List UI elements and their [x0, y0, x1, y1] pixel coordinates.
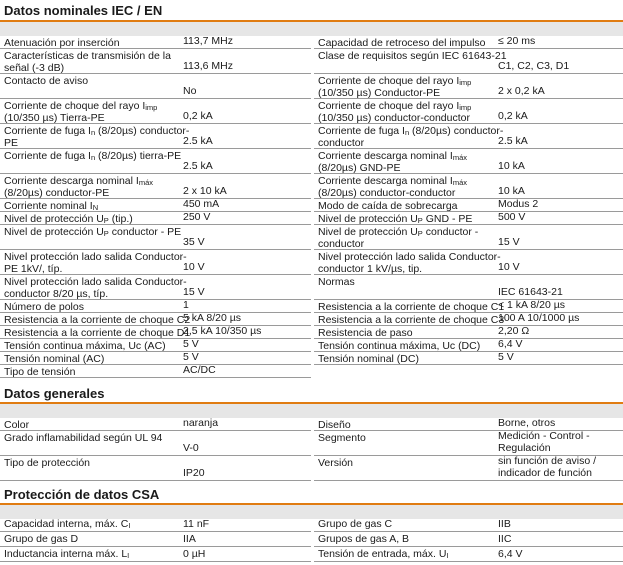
- spec-row: [0, 225, 311, 250]
- spec-row: [314, 456, 623, 481]
- spec-row: [314, 431, 623, 456]
- spec-row: [0, 250, 311, 275]
- spec-label: Corriente de choque del rayo $I_{imp}$ (10/350 µs) conductor-conductor: [318, 100, 472, 124]
- spec-value: 100 A 10/1000 µs: [498, 312, 580, 324]
- spec-row: [0, 418, 311, 431]
- spec-value: < 1 kA 8/20 µs: [498, 299, 566, 311]
- spec-value: 5 V: [183, 351, 199, 363]
- section-title-general: Datos generales: [4, 386, 105, 401]
- spec-label: Corriente descarga nominal $I_{máx}$ (8/20µs) GND-PE: [318, 150, 467, 174]
- spec-value: 5 kA 8/20 µs: [183, 312, 242, 324]
- spec-row: [0, 300, 311, 313]
- spec-row: [314, 250, 623, 275]
- spec-label: Capacidad interna, máx. $C_I$: [4, 518, 131, 530]
- spec-value: 6,4 V: [498, 338, 523, 350]
- section-title-iec: Datos nominales IEC / EN: [4, 3, 163, 18]
- spec-row: [314, 149, 623, 174]
- spec-row: [314, 36, 623, 49]
- spec-row: [0, 456, 311, 481]
- spec-value: 113,7 MHz: [183, 35, 233, 47]
- spec-label: Atenuación por inserción: [4, 37, 120, 49]
- spec-value: 10 kA: [498, 160, 525, 172]
- spec-row: [314, 547, 623, 562]
- spec-label: Segmento: [318, 432, 366, 444]
- spec-row: [0, 275, 311, 300]
- spec-label: Tipo de tensión: [4, 366, 76, 378]
- spec-label: Grupo de gas C: [318, 518, 393, 530]
- spec-label: Capacidad de retroceso del impulso: [318, 37, 486, 49]
- spec-row: [0, 149, 311, 174]
- spec-value: 250 V: [183, 211, 211, 223]
- spec-value: AC/DC: [183, 364, 216, 376]
- spec-label: Corriente descarga nominal $I_{máx}$ (8/20µs) conductor-conductor: [318, 175, 467, 199]
- spec-value: 15 V: [183, 286, 205, 298]
- spec-label: Resistencia a la corriente de choque C2: [4, 314, 191, 326]
- spec-label: Tensión continua máxima, Uc (AC): [4, 340, 166, 352]
- spec-row: [314, 212, 623, 225]
- spec-row: [314, 124, 623, 149]
- spec-row: [314, 352, 623, 365]
- spec-value: 2 x 0,2 kA: [498, 85, 545, 97]
- spec-value: 450 mA: [183, 198, 220, 210]
- spec-value: No: [183, 85, 197, 97]
- spec-label: Grado inflamabilidad según UL 94: [4, 432, 163, 444]
- spec-label: Corriente de fuga $I_n$ (8/20µs) tierra-PE: [4, 150, 182, 162]
- spec-label: Modo de caída de sobrecarga: [318, 200, 458, 212]
- spec-value: 10 kA: [498, 185, 525, 197]
- spec-value: 6,4 V: [498, 548, 523, 560]
- spec-label: Corriente de choque del rayo $I_{imp}$ (10/350 µs) Conductor-PE: [318, 75, 472, 99]
- spec-value: 5 V: [183, 338, 199, 350]
- spec-value: 0 µH: [183, 548, 206, 560]
- spec-row: [0, 365, 311, 378]
- spec-label: Nivel de protección $U_P$ conductor - conductor: [318, 226, 479, 250]
- spec-value: Modus 2: [498, 198, 539, 210]
- spec-label: Tipo de protección: [4, 457, 90, 469]
- spec-value: 15 V: [498, 236, 520, 248]
- spec-value: IP20: [183, 467, 205, 479]
- iec-right-table: [314, 36, 623, 366]
- spec-label: Corriente de choque del rayo $I_{imp}$ (10/350 µs) Tierra-PE: [4, 100, 158, 124]
- spec-label: Nivel protección lado salida Conductor- conductor 8/20 µs, típ.: [4, 276, 187, 300]
- spec-row: [0, 326, 311, 339]
- spec-row: [0, 99, 311, 124]
- spec-value: 2.5 kA: [183, 135, 213, 147]
- spec-value: Borne, otros: [498, 417, 556, 429]
- spec-row: [0, 199, 311, 212]
- spec-label: Tensión nominal (DC): [318, 353, 419, 365]
- spec-row: [0, 49, 311, 74]
- spec-label: Resistencia a la corriente de choque C1: [318, 301, 505, 313]
- spec-value: C1, C2, C3, D1: [498, 60, 570, 72]
- spec-row: [0, 431, 311, 456]
- spec-label: Resistencia a la corriente de choque D1: [4, 327, 191, 339]
- spec-label: Tensión nominal (AC): [4, 353, 105, 365]
- spec-value: 2.5 kA: [183, 160, 213, 172]
- spec-row: [314, 313, 623, 326]
- spec-label: Corriente de fuga $I_n$ (8/20µs) conductor- PE: [4, 125, 190, 149]
- spec-row: [314, 275, 623, 300]
- spec-label: Tensión de entrada, máx. $U_I$: [318, 548, 449, 560]
- spec-label: Contacto de aviso: [4, 75, 89, 87]
- spec-label: Número de polos: [4, 301, 84, 313]
- spec-row: [0, 174, 311, 199]
- spec-label: Tensión continua máxima, Uc (DC): [318, 340, 481, 352]
- spec-label: Características de transmisión de la señal (-3 dB): [4, 50, 171, 74]
- spec-row: [314, 225, 623, 250]
- spec-label: Nivel de protección $U_P$ GND - PE: [318, 213, 473, 225]
- spec-row: [314, 49, 623, 74]
- general-right-table: [314, 418, 623, 478]
- spec-label: Corriente descarga nominal $I_{máx}$ (8/20µs) conductor-PE: [4, 175, 153, 199]
- spec-value: 2,5 kA 10/350 µs: [183, 325, 262, 337]
- spec-label: Color: [4, 419, 30, 431]
- spec-label: Grupos de gas A, B: [318, 533, 410, 545]
- spec-value: V-0: [183, 442, 199, 454]
- iec-left-table: [0, 36, 311, 378]
- spec-value: 500 V: [498, 211, 526, 223]
- spec-value: 35 V: [183, 236, 205, 248]
- spec-value: 113,6 MHz: [183, 60, 233, 72]
- spec-value: 2.5 kA: [498, 135, 528, 147]
- spec-row: [0, 339, 311, 352]
- spec-row: [314, 199, 623, 212]
- spec-row: [0, 36, 311, 49]
- spec-value: sin función de aviso / indicador de función: [498, 455, 597, 479]
- section-band: [0, 404, 623, 418]
- spec-row: [0, 313, 311, 326]
- spec-value: 10 V: [183, 261, 205, 273]
- spec-value: 1: [183, 299, 189, 311]
- spec-label: Nivel protección lado salida Conductor- PE 1kV/, típ.: [4, 251, 187, 275]
- spec-value: IEC 61643-21: [498, 286, 563, 298]
- spec-row: [314, 74, 623, 99]
- spec-label: Nivel de protección $U_P$ (tip.): [4, 213, 133, 225]
- spec-value: 2 x 10 kA: [183, 185, 227, 197]
- spec-label: Nivel protección lado salida Conductor- conductor 1 kV/µs, tip.: [318, 251, 501, 275]
- spec-label: Normas: [318, 276, 355, 288]
- spec-row: [0, 74, 311, 99]
- spec-value: ≤ 20 ms: [498, 35, 536, 47]
- spec-label: Resistencia a la corriente de choque C3: [318, 314, 505, 326]
- spec-value: 11 nF: [183, 518, 210, 530]
- spec-label: Diseño: [318, 419, 351, 431]
- spec-row: [0, 547, 311, 562]
- spec-row: [0, 352, 311, 365]
- spec-value: 10 V: [498, 261, 520, 273]
- spec-row: [314, 99, 623, 124]
- spec-row: [314, 517, 623, 532]
- spec-row: [0, 212, 311, 225]
- spec-label: Resistencia de paso: [318, 327, 413, 339]
- spec-label: Corriente nominal $I_N$: [4, 200, 99, 212]
- spec-value: Medición - Control - Regulación: [498, 430, 590, 454]
- spec-value: IIB: [498, 518, 511, 530]
- spec-label: Nivel de protección $U_P$ conductor - PE: [4, 226, 182, 238]
- section-band: [0, 22, 623, 36]
- spec-label: Grupo de gas D: [4, 533, 79, 545]
- spec-label: Clase de requisitos según IEC 61643-21: [318, 50, 507, 62]
- spec-value: IIC: [498, 533, 512, 545]
- spec-row: [314, 174, 623, 199]
- spec-row: [0, 532, 311, 547]
- spec-label: Versión: [318, 457, 354, 469]
- general-left-table: [0, 418, 311, 478]
- spec-row: [314, 339, 623, 352]
- spec-label: Corriente de fuga $I_n$ (8/20µs) conductor- conductor: [318, 125, 504, 149]
- spec-row: [314, 532, 623, 547]
- spec-value: 5 V: [498, 351, 514, 363]
- spec-label: Inductancia interna máx. $L_I$: [4, 548, 130, 560]
- spec-row: [314, 326, 623, 339]
- spec-value: 2,20 Ω: [498, 325, 530, 337]
- csa-right-table: [314, 517, 623, 559]
- spec-value: naranja: [183, 417, 219, 429]
- spec-value: 0,2 kA: [183, 110, 213, 122]
- section-title-csa: Protección de datos CSA: [4, 487, 160, 502]
- spec-value: 0,2 kA: [498, 110, 528, 122]
- spec-row: [0, 124, 311, 149]
- spec-value: IIA: [183, 533, 196, 545]
- spec-row: [0, 517, 311, 532]
- csa-left-table: [0, 517, 311, 559]
